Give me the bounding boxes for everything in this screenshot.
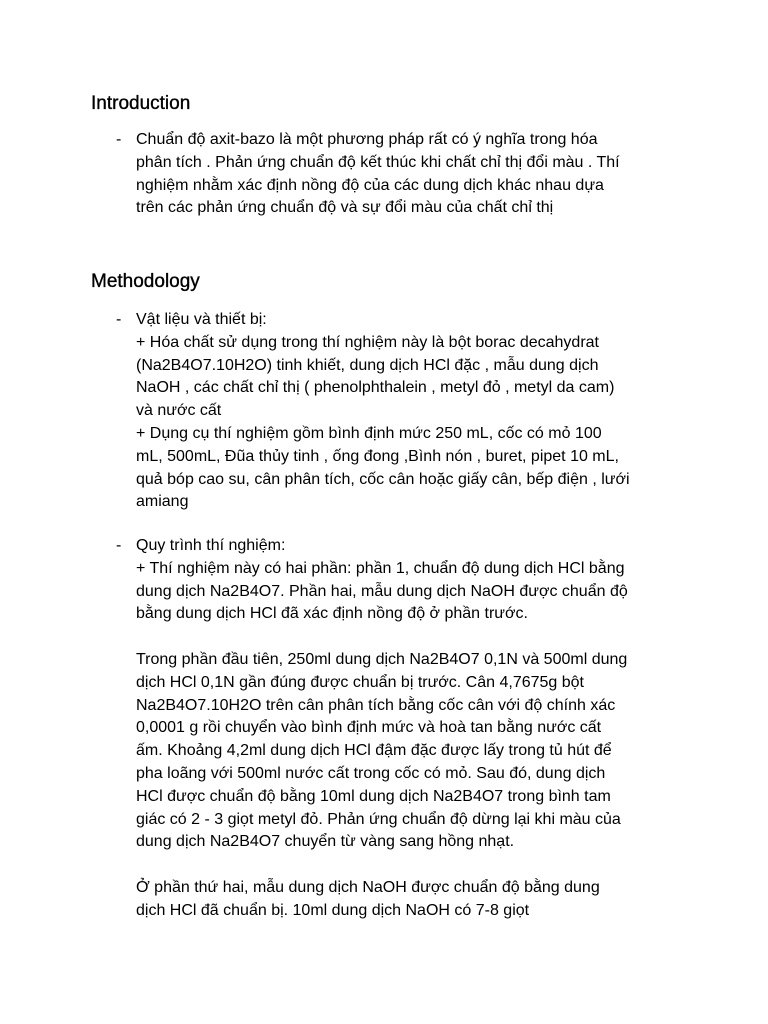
text-line: dịch HCl 0,1N gần đúng được chuẩn bị trước. Cân 4,7675g bột bbox=[136, 673, 584, 691]
procedure-text bbox=[136, 535, 698, 923]
text-line: Chuẩn độ axit-bazo là một phương pháp rất có ý nghĩa trong hóa bbox=[136, 131, 598, 148]
text-line: + Hóa chất sử dụng trong thí nghiệm này là bột borac decahydrat bbox=[136, 333, 599, 351]
text-line: Na2B4O7.10H2O trên cân phân tích bằng cốc cân với độ chính xác bbox=[136, 696, 616, 714]
text-line: pha loãng với 500ml nước cất trong cốc có mỏ. Sau đó, dung dịch bbox=[136, 764, 606, 782]
methodology-heading: Methodology bbox=[91, 271, 200, 292]
text-line: dung dịch Na2B4O7 chuyển từ vàng sang hồng nhạt. bbox=[136, 833, 515, 851]
text-line: nghiệm nhằm xác định nồng độ của các dung dịch khác nhau dựa bbox=[136, 176, 604, 194]
introduction-text bbox=[136, 129, 698, 220]
text-line: 0,0001 g rồi chuyển vào bình định mức và hoà tan bằng nước cất bbox=[136, 719, 602, 737]
text-line: ấm. Khoảng 4,2ml dung dịch HCl đậm đặc được lấy trong tủ hút để bbox=[136, 742, 612, 760]
bullet-dash: - bbox=[116, 537, 122, 554]
paragraph-gap bbox=[136, 626, 698, 649]
materials-text bbox=[136, 309, 698, 514]
text-line: và nước cất bbox=[136, 402, 222, 420]
text-line: + Thí nghiệm này có hai phần: phần 1, chuẩn độ dung dịch HCl bằng bbox=[136, 559, 625, 577]
paragraph-gap bbox=[136, 854, 698, 877]
text-line: phân tích . Phản ứng chuẩn độ kết thúc khi chất chỉ thị đổi màu . Thí bbox=[136, 153, 620, 171]
text-line: NaOH , các chất chỉ thị ( phenolphthalein , metyl đỏ , metyl da cam) bbox=[136, 379, 615, 397]
text-line: amiang bbox=[136, 493, 189, 511]
text-line: bằng dung dịch HCl đã xác định nồng độ ở phần trước. bbox=[136, 605, 528, 623]
text-line: Ở phần thứ hai, mẫu dung dịch NaOH được chuẩn độ bằng dung bbox=[136, 878, 600, 896]
text-line: Quy trình thí nghiệm: bbox=[136, 537, 286, 554]
text-line: Vật liệu và thiết bị: bbox=[136, 311, 267, 328]
introduction-heading: Introduction bbox=[91, 93, 191, 114]
text-line: HCl được chuẩn độ bằng 10ml dung dịch Na2B4O7 trong bình tam bbox=[136, 787, 611, 805]
bullet-dash: - bbox=[116, 131, 122, 148]
text-line: quả bóp cao su, cân phân tích, cốc cân hoặc giấy cân, bếp điện , lưới bbox=[136, 470, 630, 488]
text-line: + Dụng cụ thí nghiệm gồm bình định mức 250 mL, cốc có mỏ 100 bbox=[136, 424, 602, 442]
text-line: trên các phản ứng chuẩn độ và sự đổi màu của chất chỉ thị bbox=[136, 199, 554, 217]
text-line: dịch HCl đã chuẩn bị. 10ml dung dịch NaOH có 7-8 giọt bbox=[136, 901, 530, 919]
text-line: mL, 500mL, Đũa thủy tinh , ống đong ,Bình nón , buret, pipet 10 mL, bbox=[136, 447, 619, 465]
text-line: Trong phần đầu tiên, 250ml dung dịch Na2B4O7 0,1N và 500ml dung bbox=[136, 650, 628, 668]
text-line: dung dịch Na2B4O7. Phần hai, mẫu dung dịch NaOH được chuẩn độ bbox=[136, 582, 628, 600]
bullet-dash: - bbox=[116, 311, 122, 328]
text-line: giác có 2 - 3 giọt metyl đỏ. Phản ứng chuẩn độ dừng lại khi màu của bbox=[136, 810, 621, 828]
text-line: (Na2B4O7.10H2O) tinh khiết, dung dịch HCl đặc , mẫu dung dịch bbox=[136, 356, 599, 374]
